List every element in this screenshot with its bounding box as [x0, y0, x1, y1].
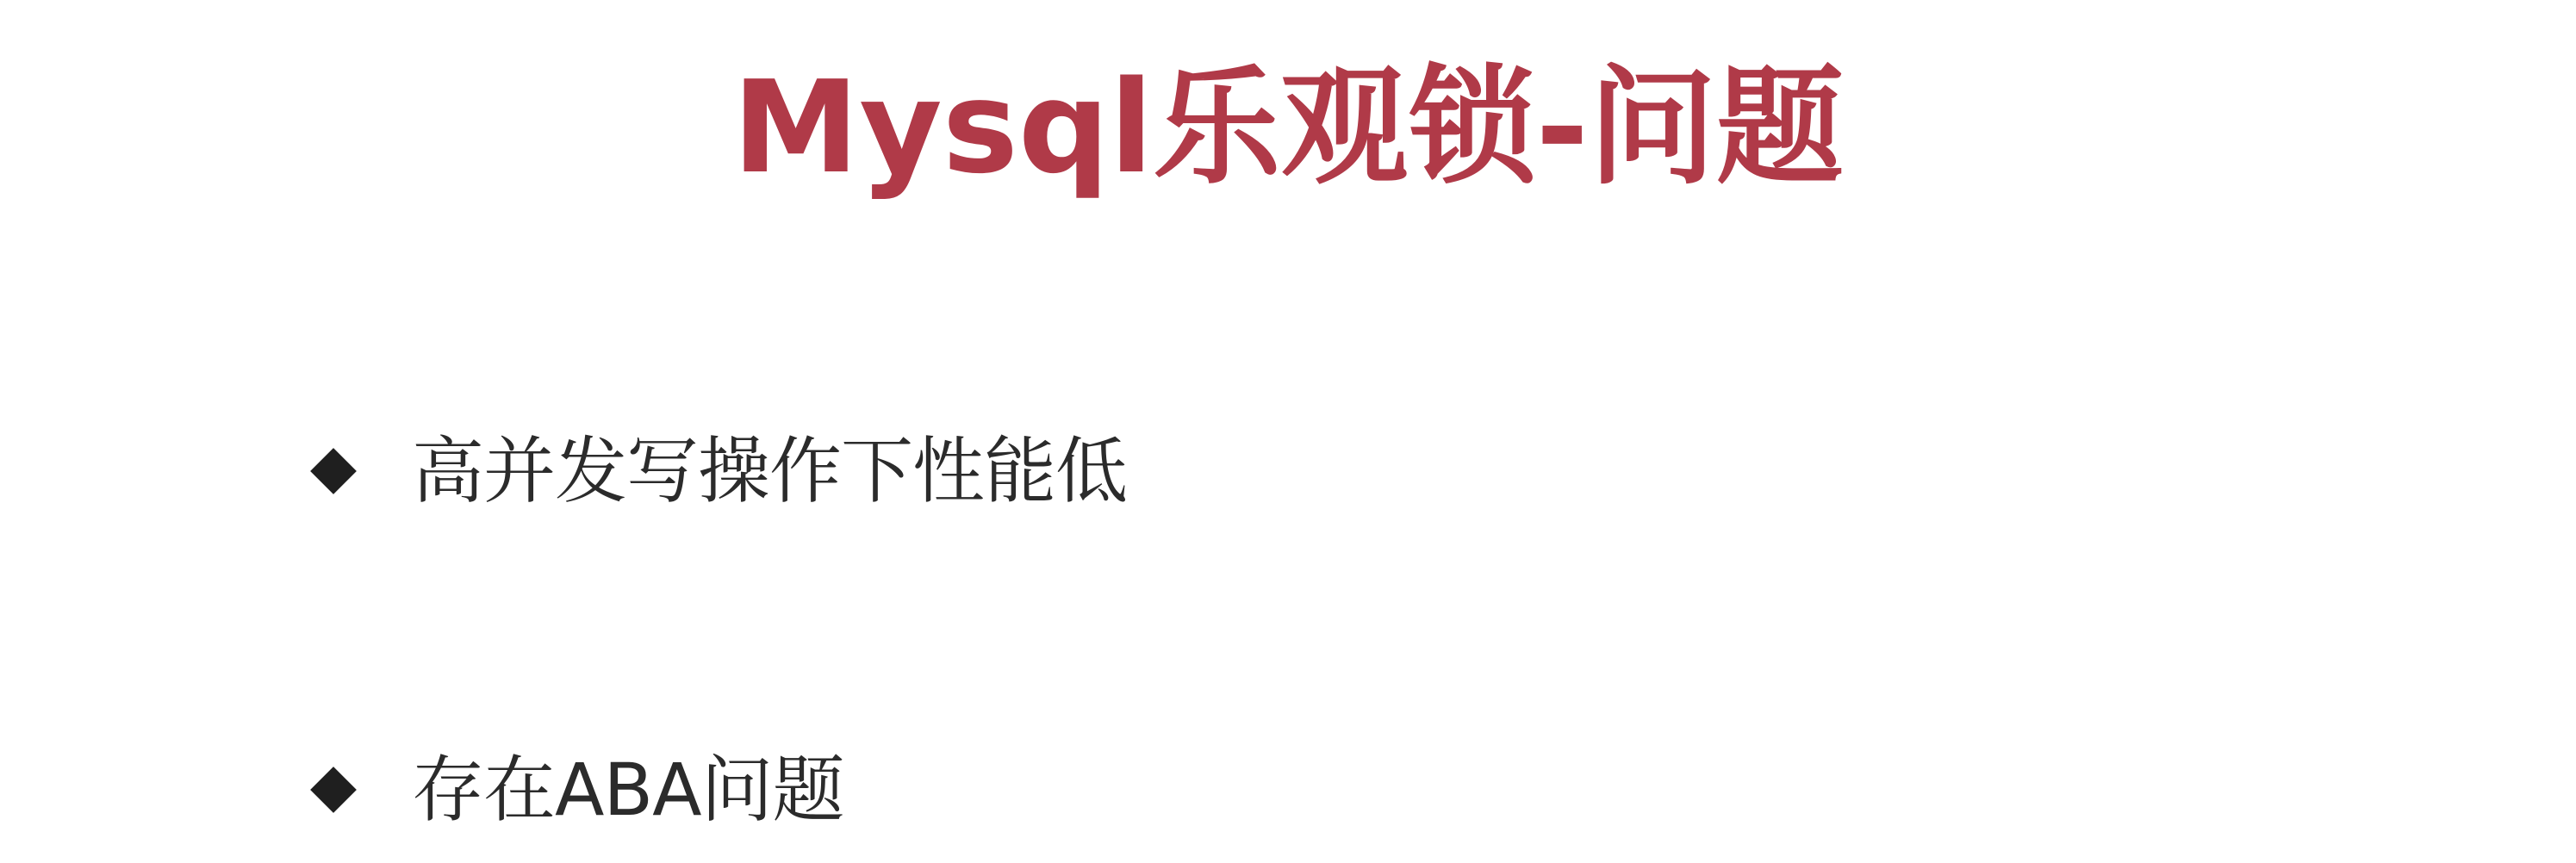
bullet-item	[310, 742, 844, 837]
diamond-bullet-icon	[310, 767, 357, 813]
slide-title: Mysql乐观锁-问题	[732, 53, 1844, 202]
bullet-item	[310, 424, 1127, 518]
bullet-text: 高并发写操作下性能低	[412, 429, 1128, 513]
diamond-bullet-icon	[310, 448, 357, 494]
bullet-text: 存在ABA问题	[412, 748, 844, 832]
